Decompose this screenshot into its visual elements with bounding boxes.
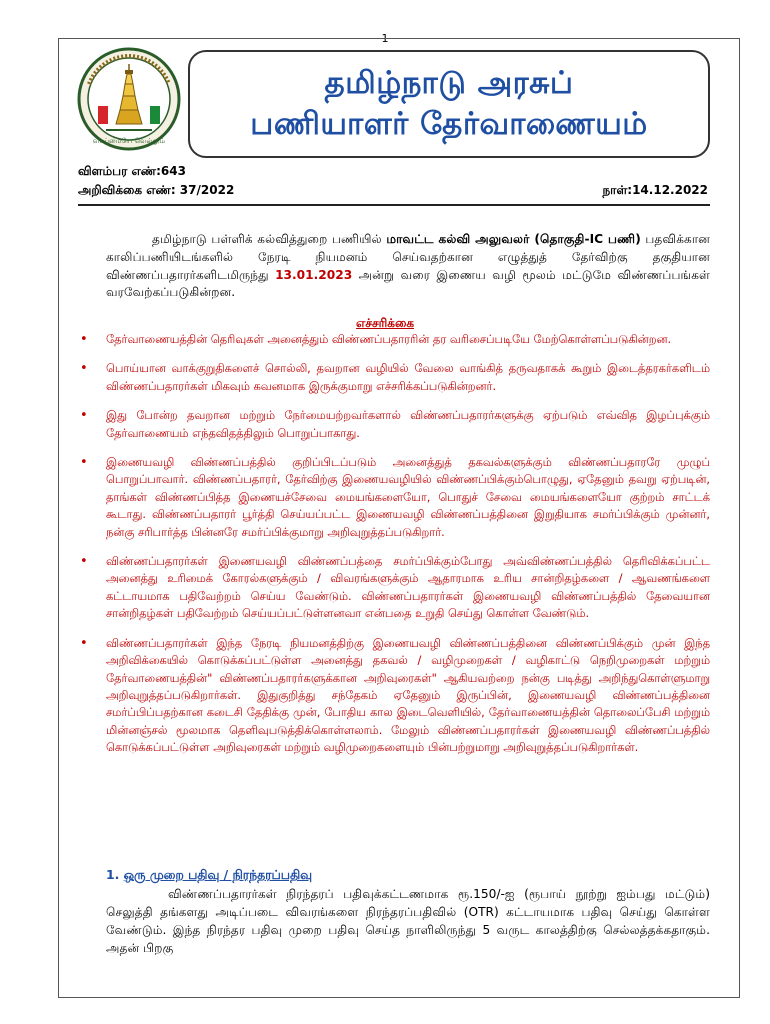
warning-list <box>80 331 710 757</box>
last-date: 13.01.2023 <box>275 267 353 282</box>
warning-item: • பொய்யான வாக்குறுதிகளைச் சொல்லி, தவறான வழியில் வேலை வாங்கித் தருவதாகக் கூறும் இடைத்தரகர்களிடம் விண்ணப்பதாரர்கள் மிகவும் கவனமாக இருக்குமாறு எச்சரிக்கப்படுகின்றனர். <box>80 361 710 393</box>
bullet-icon: • <box>80 408 88 424</box>
title-box <box>188 50 710 158</box>
section-title: ஒரு முறை பதிவு / நிரந்தரப்பதிவு <box>123 867 312 882</box>
intro-text-2: பதவிக்கான காலிப்பணியிடங்களில் நேரடி நியமனம் செய்வதற்கான எழுத்துத் தேர்விற்கு தகுதியான விண்ணப்பதாரர்களிடமிருந்து <box>106 232 710 282</box>
advertisement-number: விளம்பர எண்:643 <box>78 164 186 178</box>
section-number: 1. <box>106 867 120 882</box>
warning-heading: எச்சரிக்கை <box>356 316 414 330</box>
bullet-icon: • <box>80 361 88 377</box>
tamilnadu-emblem-icon <box>76 46 182 156</box>
page-number: 1 <box>381 32 389 45</box>
notification-number: அறிவிக்கை எண்: 37/2022 <box>78 183 235 197</box>
notification-date: நாள்:14.12.2022 <box>602 183 708 197</box>
warning-item: • விண்ணப்பதாரர்கள் இணையவழி விண்ணப்பத்தை சமர்ப்பிக்கும்போது அவ்விண்ணப்பத்தில் தெரிவிக்கப்பட்ட அனைத்து உரிமைக் கோரல்களுக்கும் / விவரங்களுக்கும் ஆதாரமாக உரிய சான்றிதழ்களை / ஆவணங்களை கட்டாயமாக பதிவேற்றம் செய்ய வேண்டும். விண்ணப்பதாரர்கள் இணையவழி விண்ணப்பத்தில் தேவையான சான்றிதழ்கள் பதிவேற்றம் செய்யப்பட்டுள்ளனவா என்பதை உறுதி செய்து கொள்ள வேண்டும். <box>80 554 710 621</box>
title-line-2: பணியாளர் தேர்வாணையம் <box>250 106 648 142</box>
header-divider <box>78 204 710 206</box>
bullet-icon: • <box>80 455 88 471</box>
intro-text-3: அன்று வரை இணைய வழி மூலம் மட்டுமே விண்ணப்பங்கள் வரவேற்கப்படுகின்றன. <box>106 267 710 300</box>
warning-item: • இது போன்ற தவறான மற்றும் நேர்மையற்றவர்களால் விண்ணப்பதாரர்களுக்கு ஏற்படும் எவ்வித இழப்புக்கும் தேர்வாணையம் எந்தவிதத்திலும் பொறுப்பாகாது. <box>80 408 710 440</box>
section-1-heading <box>106 867 312 884</box>
bullet-icon: • <box>80 635 88 651</box>
bullet-icon: • <box>80 554 88 570</box>
warning-item: • தேர்வாணையத்தின் தெரிவுகள் அனைத்தும் விண்ணப்பதாரரின் தர வரிசைப்படியே மேற்கொள்ளப்படுகின்றன. <box>80 332 672 347</box>
warning-item: • விண்ணப்பதாரர்கள் இந்த நேரடி நியமனத்திற்கு இணையவழி விண்ணப்பத்தினை விண்ணப்பிக்கும் முன் இந்த அறிவிக்கையில் கொடுக்கப்பட்டுள்ள அனைத்து தகவல் / வழிமுறைகள் / வழிகாட்டு நெறிமுறைகள் மற்றும் தேர்வாணையத்தின்" விண்ணப்பதாரர்களுக்கான அறிவுரைகள்" ஆகியவற்றை நன்கு படித்து அறிந்துகொள்ளுமாறு அறிவுறுத்தப்படுகிறார்கள். இதுகுறித்து சந்தேகம் ஏதேனும் இருப்பின், இணையவழி விண்ணப்பத்தினை சமர்ப்பிப்பதற்கான கடைசி தேதிக்கு முன், போதிய கால இடைவெளியில், தேர்வாணையத்தின் தொலைப்பேசி மற்றும் மின்னஞ்சல் மூலமாக தெளிவுபடுத்திக்கொள்ளலாம். மேலும் விண்ணப்பதாரர்கள் இணையவழி விண்ணப்பத்தில் கொடுக்கப்பட்டுள்ள அறிவுரைகள் மற்றும் வழிமுறைகளையும் பின்பற்றுமாறு அறிவுறுத்தப்படுகிறார்கள். <box>80 635 710 755</box>
intro-text-1: தமிழ்நாடு பள்ளிக் கல்வித்துறை பணியில் <box>152 232 387 246</box>
intro-paragraph <box>106 231 710 302</box>
bullet-icon: • <box>80 332 88 347</box>
warning-item: • இணையவழி விண்ணப்பத்தில் குறிப்பிடப்படும் அனைத்துத் தகவல்களுக்கும் விண்ணப்பதாரரே முழுப் பொறுப்பாவார். விண்ணப்பதாரர், தேர்விற்கு இணையவழியில் விண்ணப்பிக்கும்பொழுது, ஏதேனும் தவறு ஏற்படின், தாங்கள் விண்ணப்பித்த இணையச்சேவை மையங்களையோ, பொதுச் சேவை மையங்களையோ குற்றம் சாட்டக் கூடாது. விண்ணப்பதாரர் பூர்த்தி செய்யப்பட்ட இணையவழி விண்ணப்பத்தினை இறுதியாக சமர்ப்பிக்கும் முன்னர், நன்கு சரிபார்த்த பின்னரே சமர்ப்பிக்குமாறு அறிவுறுத்தப்படுகிறார். <box>80 455 710 539</box>
post-name: மாவட்ட கல்வி அலுவலர் (தொகுதி-IC பணி) <box>386 232 641 246</box>
section-1-body: விண்ணப்பதாரர்கள் நிரந்தரப் பதிவுக்கட்டணமாக ரூ.150/-ஐ (ரூபாய் நூற்று ஐம்பது மட்டும்) செலுத்தி தங்களது அடிப்படை விவரங்களை நிரந்தரப்பதிவில் (OTR) கட்டாயமாக பதிவு செய்து கொள்ள வேண்டும். இந்த நிரந்தர பதிவு முறை பதிவு செய்த நாளிலிருந்து 5 வருட காலத்திற்கு செல்லத்தக்கதாகும். அதன் பிறகு <box>106 887 710 955</box>
emblem-caption: வாய்மையே வெல்லும் <box>92 137 166 145</box>
title-line-1: தமிழ்நாடு அரசுப் <box>324 65 574 101</box>
